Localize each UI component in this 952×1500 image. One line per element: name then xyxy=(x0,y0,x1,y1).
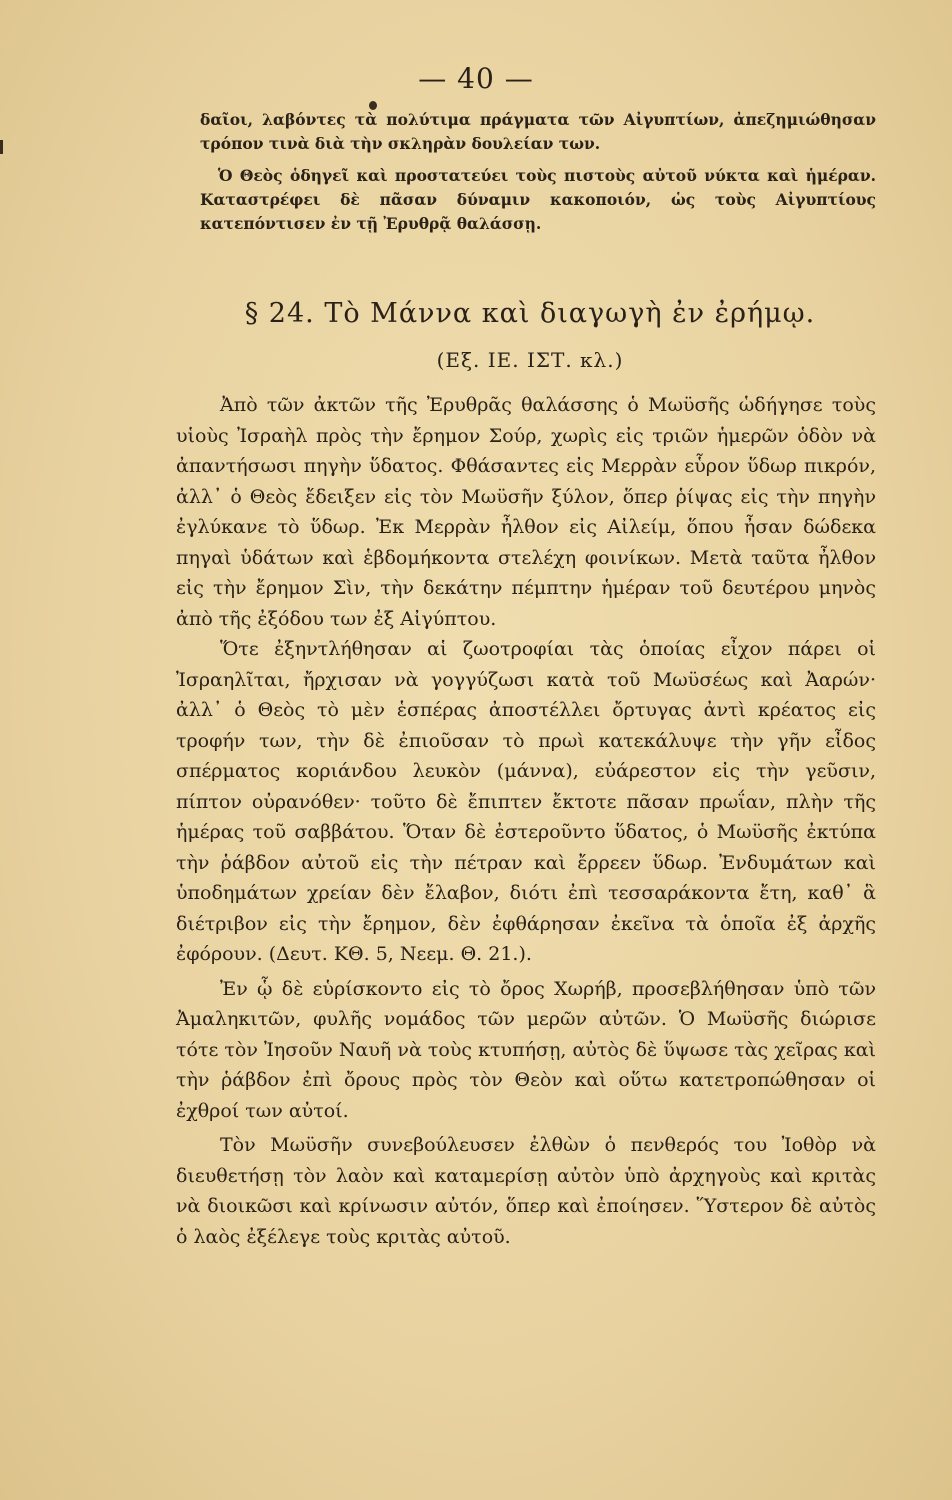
binding-mark xyxy=(0,140,3,154)
main-text-block xyxy=(176,390,876,1252)
section-title: § 24. Τὸ Μάννα καὶ διαγωγὴ ἐν ἐρήμῳ. xyxy=(244,298,816,329)
page-number: — 40 — xyxy=(418,62,534,95)
section-reference: (Εξ. ΙΕ. ΙΣΤ. κλ.) xyxy=(436,348,624,372)
main-paragraph: Ἐν ᾧ δὲ εὑρίσκοντο εἰς τὸ ὄρος Χωρήβ, προσεβλήθησαν ὑπὸ τῶν Ἀμαληκιτῶν, φυλῆς νομάδος τῶν μερῶν αὐτῶν. Ὁ Μωϋσῆς διώρισε τότε τὸν Ἰησοῦν Ναυῆ νὰ τοὺς κτυπήσῃ, αὐτὸς δὲ ὕψωσε τὰς χεῖρας καὶ τὴν ῥάβδον ἐπὶ ὄρους πρὸς τὸν Θεὸν καὶ οὕτω κατετροπώθησαν οἱ ἐχθροί των αὐτοί. xyxy=(176,977,876,1122)
main-paragraph: Ἀπὸ τῶν ἀκτῶν τῆς Ἐρυθρᾶς θαλάσσης ὁ Μωϋσῆς ὡδήγησε τοὺς υἱοὺς Ἰσραὴλ πρὸς τὴν ἔρημον Σούρ, χωρὶς εἰς τριῶν ἡμερῶν ὁδὸν νὰ ἀπαντήσωσι πηγὴν ὕδατος. Φθάσαντες εἰς Μερρὰν εὗρον ὕδωρ πικρόν, ἀλλ᾽ ὁ Θεὸς ἔδειξεν εἰς τὸν Μωϋσῆν ξύλον, ὅπερ ῥίψας εἰς τὴν πηγὴν ἐγλύκανε τὸ ὕδωρ. Ἐκ Μερρὰν ἦλθον εἰς Αἰλείμ, ὅπου ἦσαν δώδεκα πηγαὶ ὑδάτων καὶ ἑβδομήκοντα στελέχη φοινίκων. Μετὰ ταῦτα ἦλθον εἰς τὴν ἔρημον Σὶν, τὴν δεκάτην πέμπτην ἡμέραν τοῦ δευτέρου μηνὸς ἀπὸ τῆς ἐξόδου των ἐξ Αἰγύπτου. xyxy=(176,394,876,630)
main-paragraph: Τὸν Μωϋσῆν συνεβούλευσεν ἐλθὼν ὁ πενθερός του Ἰοθὸρ νὰ διευθετήσῃ τὸν λαὸν καὶ καταμερίσῃ αὐτὸν ὑπὸ ἀρχηγοὺς καὶ κριτὰς νὰ διοικῶσι καὶ κρίνωσιν αὐτόν, ὅπερ καὶ ἐποίησεν. Ὕστερον δὲ αὐτὸς ὁ λαὸς ἐξέλεγε τοὺς κριτὰς αὐτοῦ. xyxy=(176,1134,876,1248)
top-paragraph: Ὁ Θεὸς ὁδηγεῖ καὶ προστατεύει τοὺς πιστοὺς αὐτοῦ νύκτα καὶ ἡμέραν. Καταστρέφει δὲ πᾶσαν δύναμιν κακοποιόν, ὡς τοὺς Αἰγυπτίους κατεπόντισεν ἐν τῇ Ἐρυθρᾷ θαλάσσῃ. xyxy=(200,166,876,233)
top-paragraph: δαῖοι, λαβόντες τὰ πολύτιμα πράγματα τῶν Αἰγυπτίων, ἀπεζημιώθησαν τρόπον τινὰ διὰ τὴν σκληρὰν δουλείαν των. xyxy=(200,110,876,153)
top-text-block xyxy=(200,108,876,236)
main-paragraph: Ὅτε ἐξηντλήθησαν αἱ ζωοτροφίαι τὰς ὁποίας εἶχον πάρει οἱ Ἰσραηλῖται, ἤρχισαν νὰ γογγύζωσι κατὰ τοῦ Μωϋσέως καὶ Ἀαρών· ἀλλ᾽ ὁ Θεὸς τὸ μὲν ἑσπέρας ἀποστέλλει ὄρτυγας ἀντὶ κρέατος εἰς τροφήν των, τὴν δὲ ἐπιοῦσαν τὸ πρωὶ κατεκάλυψε τὴν γῆν εἶδος σπέρματος κοριάνδου λευκὸν (μάννα), εὐάρεστον εἰς τὴν γεῦσιν, πίπτον οὐρανόθεν· τοῦτο δὲ ἔπιπτεν ἔκτοτε πᾶσαν πρωΐαν, πλὴν τῆς ἡμέρας τοῦ σαββάτου. Ὅταν δὲ ἐστεροῦντο ὕδατος, ὁ Μωϋσῆς ἐκτύπα τὴν ῥάβδον αὐτοῦ εἰς τὴν πέτραν καὶ ἔρρεεν ὕδωρ. Ἐνδυμάτων καὶ ὑποδημάτων χρείαν δὲν ἔλαβον, διότι ἐπὶ τεσσαράκοντα ἔτη, καθ᾽ ἃ διέτριβον εἰς τὴν ἔρημον, δὲν ἐφθάρησαν ἐκεῖνα τὰ ὁποῖα ἐξ ἀρχῆς ἐφόρουν. (Δευτ. ΚΘ. 5, Νεεμ. Θ. 21.). xyxy=(176,638,876,965)
